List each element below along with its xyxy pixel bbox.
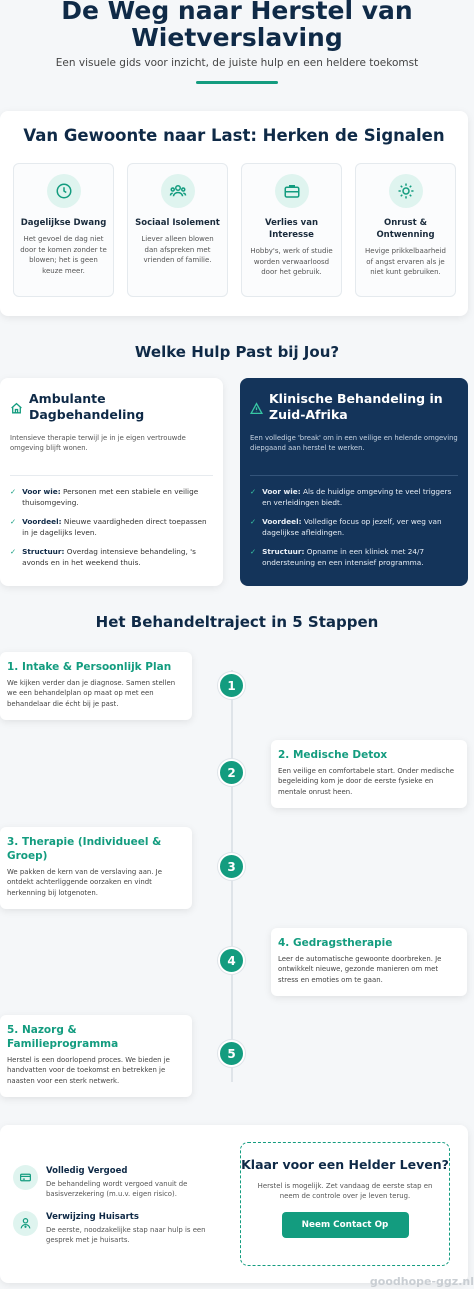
option-card-clinical — [240, 378, 468, 586]
signal-card — [127, 163, 228, 297]
step-number: 2 — [218, 759, 245, 786]
step-text: We pakken de kern van de verslaving aan. Je ontdekt achterliggende oorzaken en vindt herkenning bij lotgenoten. — [7, 868, 162, 897]
step-text: Herstel is een doorlopend proces. We bieden je handvatten voor de toekomst en betrekken je naasten voor een sterk netwerk. — [7, 1056, 170, 1085]
signal-title: Verlies van Interesse — [264, 218, 318, 240]
list-item — [10, 486, 213, 508]
step-card — [271, 928, 467, 996]
warning-icon — [250, 400, 263, 419]
signal-card — [241, 163, 342, 297]
cta-text: Herstel is mogelijk. Zet vandaag de eerste stap en neem de controle over je leven terug. — [257, 1182, 433, 1201]
help-title: Welke Hulp Past bij Jou? — [134, 343, 340, 361]
point-label: Voor wie: — [22, 487, 61, 496]
step-card — [0, 827, 192, 909]
step-text: Een veilige en comfortabele start. Onder medische begeleiding kom je door de eerste fysieke en mentale onrust heen. — [278, 767, 454, 796]
page-title: De Weg naar Herstel van Wietverslaving — [61, 0, 413, 52]
signals-title: Van Gewoonte naar Last: Herken de Signalen — [23, 126, 445, 145]
title-accent-bar — [196, 81, 278, 84]
signal-text: Hobby's, werk of studie worden verwaarloosd door het gebruik. — [250, 247, 333, 276]
check-icon: ✓ — [250, 517, 257, 526]
feature-item — [13, 1211, 218, 1246]
feature-title: Verwijzing Huisarts — [46, 1212, 139, 1222]
clock-icon — [47, 174, 81, 208]
restless-icon — [389, 174, 423, 208]
list-item — [250, 486, 458, 508]
step-title: 4. Gedragstherapie — [278, 937, 393, 949]
card-icon — [13, 1165, 38, 1190]
doctor-icon — [13, 1211, 38, 1236]
point-text: Personen met een stabiele en veilige thuisomgeving. — [22, 487, 199, 507]
option-title: Ambulante Dagbehandeling — [29, 391, 145, 422]
divider — [10, 475, 213, 476]
step-number: 4 — [218, 947, 245, 974]
check-icon: ✓ — [10, 487, 17, 496]
step-card — [0, 1015, 192, 1097]
step-card — [271, 740, 467, 808]
signal-text: Het gevoel de dag niet door te komen zonder te blowen; het is geen keuze meer. — [20, 235, 107, 275]
point-text: Als de huidige omgeving te veel triggers en verleidingen biedt. — [262, 487, 452, 507]
check-icon: ✓ — [250, 487, 257, 496]
step-number: 1 — [218, 672, 245, 699]
point-label: Voordeel: — [22, 517, 62, 526]
list-item — [10, 516, 213, 538]
watermark: goodhope-ggz.nl — [369, 1275, 474, 1288]
feature-text: De behandeling wordt vergoed vanuit de basisverzekering (m.u.v. eigen risico). — [46, 1180, 188, 1199]
step-title: 1. Intake & Persoonlijk Plan — [7, 661, 172, 673]
option-points — [0, 486, 223, 568]
people-icon — [161, 174, 195, 208]
briefcase-icon — [275, 174, 309, 208]
signal-text: Liever alleen blowen dan afspreken met vrienden of familie. — [141, 235, 214, 264]
step-number: 5 — [218, 1040, 245, 1067]
step-title: 3. Therapie (Individueel & Groep) — [7, 836, 162, 862]
signal-text: Hevige prikkelbaarheid of angst ervaren als je niet kunt gebruiken. — [365, 247, 446, 276]
list-item — [250, 516, 458, 538]
option-card-ambulant — [0, 378, 223, 586]
signal-title: Onrust & Ontwenning — [376, 218, 435, 240]
signal-title: Dagelijkse Dwang — [20, 218, 107, 228]
signal-title: Sociaal Isolement — [135, 218, 220, 228]
step-title: 2. Medische Detox — [278, 749, 388, 761]
check-icon: ✓ — [10, 517, 17, 526]
cta-box — [240, 1142, 450, 1266]
check-icon: ✓ — [250, 547, 257, 556]
list-item — [10, 546, 213, 568]
point-label: Structuur: — [22, 547, 65, 556]
point-label: Structuur: — [262, 547, 305, 556]
home-icon — [10, 400, 23, 419]
page-subtitle: Een visuele gids voor inzicht, de juiste hulp en een heldere toekomst — [55, 57, 419, 69]
step-card — [0, 652, 192, 720]
feature-text: De eerste, noodzakelijke stap naar hulp is een gesprek met je huisarts. — [46, 1226, 206, 1245]
list-item — [250, 546, 458, 568]
hero — [0, 0, 474, 100]
option-points — [240, 486, 468, 568]
check-icon: ✓ — [10, 547, 17, 556]
point-label: Voordeel: — [262, 517, 302, 526]
step-text: Leer de automatische gewoonte doorbreken. Je ontwikkelt nieuwe, gezonde manieren om met stress en emoties om te gaan. — [278, 955, 442, 984]
option-description: Intensieve therapie terwijl je in je eigen vertrouwde omgeving blijft wonen. — [10, 434, 186, 452]
option-description: Een volledige 'break' om in een veilige en helende omgeving diepgaand aan herstel te werken. — [250, 434, 458, 452]
signal-card — [13, 163, 114, 297]
step-number: 3 — [218, 853, 245, 880]
cta-title: Klaar voor een Helder Leven? — [241, 1157, 449, 1172]
point-text: Nieuwe vaardigheden direct toepassen in je dagelijks leven. — [22, 517, 207, 537]
step-text: We kijken verder dan je diagnose. Samen stellen we een behandelplan op maat op met een behandelaar die écht bij je past. — [7, 679, 176, 708]
signal-card — [355, 163, 456, 297]
feature-title: Volledig Vergoed — [46, 1166, 128, 1176]
signals-grid — [13, 163, 457, 297]
signals-section — [0, 111, 468, 316]
steps-title: Het Behandeltraject in 5 Stappen — [95, 613, 379, 631]
point-label: Voor wie: — [262, 487, 301, 496]
point-text: Opname in een kliniek met 24/7 ondersteuning en een intensief programma. — [262, 547, 425, 567]
step-title: 5. Nazorg & Familieprogramma — [7, 1024, 119, 1050]
divider — [250, 475, 458, 476]
point-text: Overdag intensieve behandeling, 's avonds en in het weekend thuis. — [22, 547, 196, 567]
feature-item — [13, 1165, 218, 1200]
contact-button[interactable]: Neem Contact Op — [282, 1212, 409, 1238]
point-text: Volledige focus op jezelf, ver weg van dagelijkse afleidingen. — [262, 517, 442, 537]
option-title: Klinische Behandeling in Zuid-Afrika — [269, 391, 443, 422]
